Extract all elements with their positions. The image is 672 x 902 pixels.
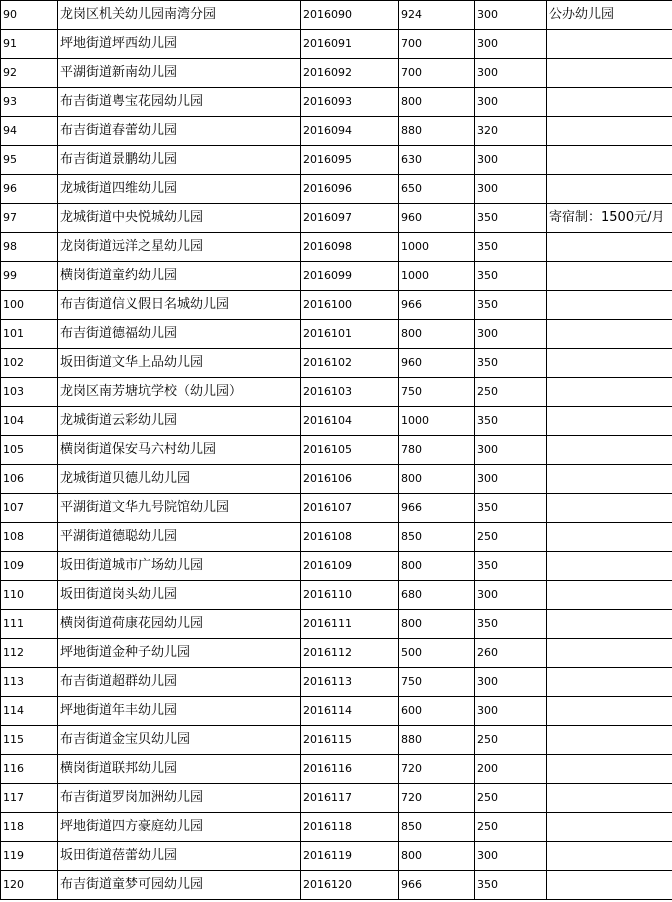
row-index-cell: 105 [1,436,58,465]
row-index-cell: 114 [1,697,58,726]
note-cell [547,88,672,117]
meal-fee-cell: 300 [475,175,547,204]
row-index-cell: 91 [1,30,58,59]
meal-fee-cell: 350 [475,233,547,262]
row-index-cell: 92 [1,59,58,88]
table-row [1,784,672,813]
fee-cell: 966 [399,871,475,900]
fee-cell: 800 [399,465,475,494]
note-cell [547,30,672,59]
note-cell [547,407,672,436]
row-index-cell: 104 [1,407,58,436]
note-cell [547,871,672,900]
kindergarten-name-cell: 坂田街道岗头幼儿园 [58,581,301,610]
table-row [1,842,672,871]
row-index-cell: 102 [1,349,58,378]
meal-fee-cell: 350 [475,871,547,900]
kindergarten-name-cell: 布吉街道德福幼儿园 [58,320,301,349]
code-cell: 2016102 [301,349,399,378]
row-index-cell: 112 [1,639,58,668]
row-index-cell: 96 [1,175,58,204]
note-cell [547,552,672,581]
code-cell: 2016094 [301,117,399,146]
note-cell [547,842,672,871]
table-row [1,378,672,407]
fee-cell: 700 [399,30,475,59]
note-cell [547,610,672,639]
table-row [1,30,672,59]
kindergarten-name-cell: 龙城街道四维幼儿园 [58,175,301,204]
table-row [1,1,672,30]
meal-fee-cell: 300 [475,30,547,59]
row-index-cell: 119 [1,842,58,871]
table-row [1,146,672,175]
code-cell: 2016104 [301,407,399,436]
kindergarten-name-cell: 龙岗区机关幼儿园南湾分园 [58,1,301,30]
fee-cell: 960 [399,349,475,378]
fee-cell: 800 [399,320,475,349]
fee-cell: 720 [399,784,475,813]
kindergarten-name-cell: 坪地街道坪西幼儿园 [58,30,301,59]
row-index-cell: 107 [1,494,58,523]
table-row [1,639,672,668]
row-index-cell: 115 [1,726,58,755]
table-row [1,494,672,523]
kindergarten-name-cell: 横岗街道联邦幼儿园 [58,755,301,784]
kindergarten-name-cell: 龙岗街道远洋之星幼儿园 [58,233,301,262]
fee-cell: 500 [399,639,475,668]
table-row [1,233,672,262]
code-cell: 2016109 [301,552,399,581]
code-cell: 2016092 [301,59,399,88]
table-row [1,407,672,436]
meal-fee-cell: 250 [475,784,547,813]
note-cell [547,465,672,494]
code-cell: 2016108 [301,523,399,552]
kindergarten-name-cell: 布吉街道信义假日名城幼儿园 [58,291,301,320]
table-row [1,117,672,146]
table-row [1,755,672,784]
note-cell [547,59,672,88]
kindergarten-name-cell: 平湖街道德聪幼儿园 [58,523,301,552]
kindergarten-name-cell: 布吉街道超群幼儿园 [58,668,301,697]
row-index-cell: 110 [1,581,58,610]
meal-fee-cell: 300 [475,697,547,726]
code-cell: 2016093 [301,88,399,117]
meal-fee-cell: 350 [475,262,547,291]
kindergarten-name-cell: 坂田街道城市广场幼儿园 [58,552,301,581]
fee-cell: 1000 [399,407,475,436]
kindergarten-name-cell: 坪地街道年丰幼儿园 [58,697,301,726]
table-row [1,204,672,233]
kindergarten-name-cell: 横岗街道荷康花园幼儿园 [58,610,301,639]
code-cell: 2016115 [301,726,399,755]
meal-fee-cell: 350 [475,407,547,436]
code-cell: 2016098 [301,233,399,262]
meal-fee-cell: 250 [475,523,547,552]
kindergarten-name-cell: 布吉街道春蕾幼儿园 [58,117,301,146]
code-cell: 2016117 [301,784,399,813]
row-index-cell: 118 [1,813,58,842]
fee-cell: 850 [399,523,475,552]
table-row [1,813,672,842]
table-row [1,175,672,204]
note-cell [547,262,672,291]
note-cell [547,813,672,842]
meal-fee-cell: 350 [475,552,547,581]
table-row [1,610,672,639]
meal-fee-cell: 250 [475,726,547,755]
kindergarten-name-cell: 龙城街道贝德儿幼儿园 [58,465,301,494]
note-cell: 寄宿制：1500元/月 [547,204,672,233]
code-cell: 2016116 [301,755,399,784]
meal-fee-cell: 300 [475,465,547,494]
note-cell [547,523,672,552]
table-row [1,465,672,494]
note-cell [547,378,672,407]
row-index-cell: 113 [1,668,58,697]
fee-cell: 880 [399,726,475,755]
table-body [1,1,672,900]
note-cell [547,233,672,262]
meal-fee-cell: 200 [475,755,547,784]
meal-fee-cell: 260 [475,639,547,668]
row-index-cell: 117 [1,784,58,813]
kindergarten-name-cell: 坂田街道文华上品幼儿园 [58,349,301,378]
meal-fee-cell: 320 [475,117,547,146]
kindergarten-name-cell: 布吉街道粤宝花园幼儿园 [58,88,301,117]
note-cell: 公办幼儿园 [547,1,672,30]
fee-cell: 630 [399,146,475,175]
kindergarten-name-cell: 平湖街道文华九号院馆幼儿园 [58,494,301,523]
kindergarten-name-cell: 龙城街道中央悦城幼儿园 [58,204,301,233]
kindergarten-name-cell: 布吉街道童梦可园幼儿园 [58,871,301,900]
note-cell [547,175,672,204]
code-cell: 2016095 [301,146,399,175]
row-index-cell: 99 [1,262,58,291]
fee-cell: 966 [399,291,475,320]
table-row [1,871,672,900]
row-index-cell: 93 [1,88,58,117]
row-index-cell: 94 [1,117,58,146]
fee-cell: 924 [399,1,475,30]
row-index-cell: 106 [1,465,58,494]
row-index-cell: 90 [1,1,58,30]
row-index-cell: 116 [1,755,58,784]
fee-cell: 800 [399,610,475,639]
code-cell: 2016113 [301,668,399,697]
code-cell: 2016091 [301,30,399,59]
meal-fee-cell: 300 [475,436,547,465]
fee-cell: 720 [399,755,475,784]
note-cell [547,117,672,146]
code-cell: 2016096 [301,175,399,204]
note-cell [547,146,672,175]
table-row [1,291,672,320]
kindergarten-name-cell: 布吉街道景鹏幼儿园 [58,146,301,175]
note-cell [547,494,672,523]
meal-fee-cell: 350 [475,610,547,639]
note-cell [547,291,672,320]
note-cell [547,349,672,378]
fee-cell: 850 [399,813,475,842]
fee-cell: 800 [399,552,475,581]
fee-cell: 750 [399,668,475,697]
table-row [1,726,672,755]
meal-fee-cell: 300 [475,59,547,88]
code-cell: 2016110 [301,581,399,610]
row-index-cell: 97 [1,204,58,233]
fee-cell: 1000 [399,233,475,262]
meal-fee-cell: 300 [475,842,547,871]
table-row [1,349,672,378]
meal-fee-cell: 300 [475,668,547,697]
kindergarten-name-cell: 龙城街道云彩幼儿园 [58,407,301,436]
fee-cell: 780 [399,436,475,465]
table-row [1,581,672,610]
table-row [1,552,672,581]
row-index-cell: 95 [1,146,58,175]
row-index-cell: 101 [1,320,58,349]
table-row [1,320,672,349]
row-index-cell: 111 [1,610,58,639]
fee-cell: 750 [399,378,475,407]
fee-cell: 800 [399,842,475,871]
kindergarten-name-cell: 坪地街道四方豪庭幼儿园 [58,813,301,842]
fee-cell: 600 [399,697,475,726]
note-cell [547,320,672,349]
kindergarten-name-cell: 平湖街道新南幼儿园 [58,59,301,88]
meal-fee-cell: 350 [475,291,547,320]
table-row [1,59,672,88]
meal-fee-cell: 300 [475,88,547,117]
row-index-cell: 120 [1,871,58,900]
code-cell: 2016107 [301,494,399,523]
note-cell [547,755,672,784]
code-cell: 2016114 [301,697,399,726]
fee-cell: 650 [399,175,475,204]
table-row [1,668,672,697]
meal-fee-cell: 300 [475,146,547,175]
meal-fee-cell: 350 [475,204,547,233]
fee-cell: 1000 [399,262,475,291]
kindergarten-name-cell: 布吉街道金宝贝幼儿园 [58,726,301,755]
kindergarten-name-cell: 横岗街道童约幼儿园 [58,262,301,291]
note-cell [547,581,672,610]
note-cell [547,639,672,668]
fee-cell: 800 [399,88,475,117]
code-cell: 2016119 [301,842,399,871]
meal-fee-cell: 300 [475,1,547,30]
code-cell: 2016105 [301,436,399,465]
meal-fee-cell: 250 [475,378,547,407]
code-cell: 2016120 [301,871,399,900]
kindergarten-name-cell: 坪地街道金种子幼儿园 [58,639,301,668]
code-cell: 2016103 [301,378,399,407]
code-cell: 2016099 [301,262,399,291]
meal-fee-cell: 250 [475,813,547,842]
code-cell: 2016118 [301,813,399,842]
note-cell [547,668,672,697]
table-row [1,697,672,726]
row-index-cell: 103 [1,378,58,407]
code-cell: 2016111 [301,610,399,639]
code-cell: 2016101 [301,320,399,349]
row-index-cell: 98 [1,233,58,262]
note-cell [547,436,672,465]
fee-cell: 880 [399,117,475,146]
code-cell: 2016106 [301,465,399,494]
fee-cell: 966 [399,494,475,523]
fee-cell: 680 [399,581,475,610]
row-index-cell: 108 [1,523,58,552]
kindergarten-name-cell: 布吉街道罗岗加洲幼儿园 [58,784,301,813]
kindergarten-name-cell: 横岗街道保安马六村幼儿园 [58,436,301,465]
code-cell: 2016090 [301,1,399,30]
note-cell [547,784,672,813]
table-row [1,436,672,465]
code-cell: 2016112 [301,639,399,668]
fee-cell: 700 [399,59,475,88]
fee-cell: 960 [399,204,475,233]
kindergarten-name-cell: 坂田街道蓓蕾幼儿园 [58,842,301,871]
meal-fee-cell: 300 [475,581,547,610]
meal-fee-cell: 350 [475,349,547,378]
meal-fee-cell: 300 [475,320,547,349]
row-index-cell: 100 [1,291,58,320]
table-row [1,262,672,291]
note-cell [547,726,672,755]
table-row [1,88,672,117]
table-row [1,523,672,552]
code-cell: 2016100 [301,291,399,320]
code-cell: 2016097 [301,204,399,233]
note-cell [547,697,672,726]
kindergarten-name-cell: 龙岗区南芳塘坑学校（幼儿园） [58,378,301,407]
meal-fee-cell: 350 [475,494,547,523]
row-index-cell: 109 [1,552,58,581]
